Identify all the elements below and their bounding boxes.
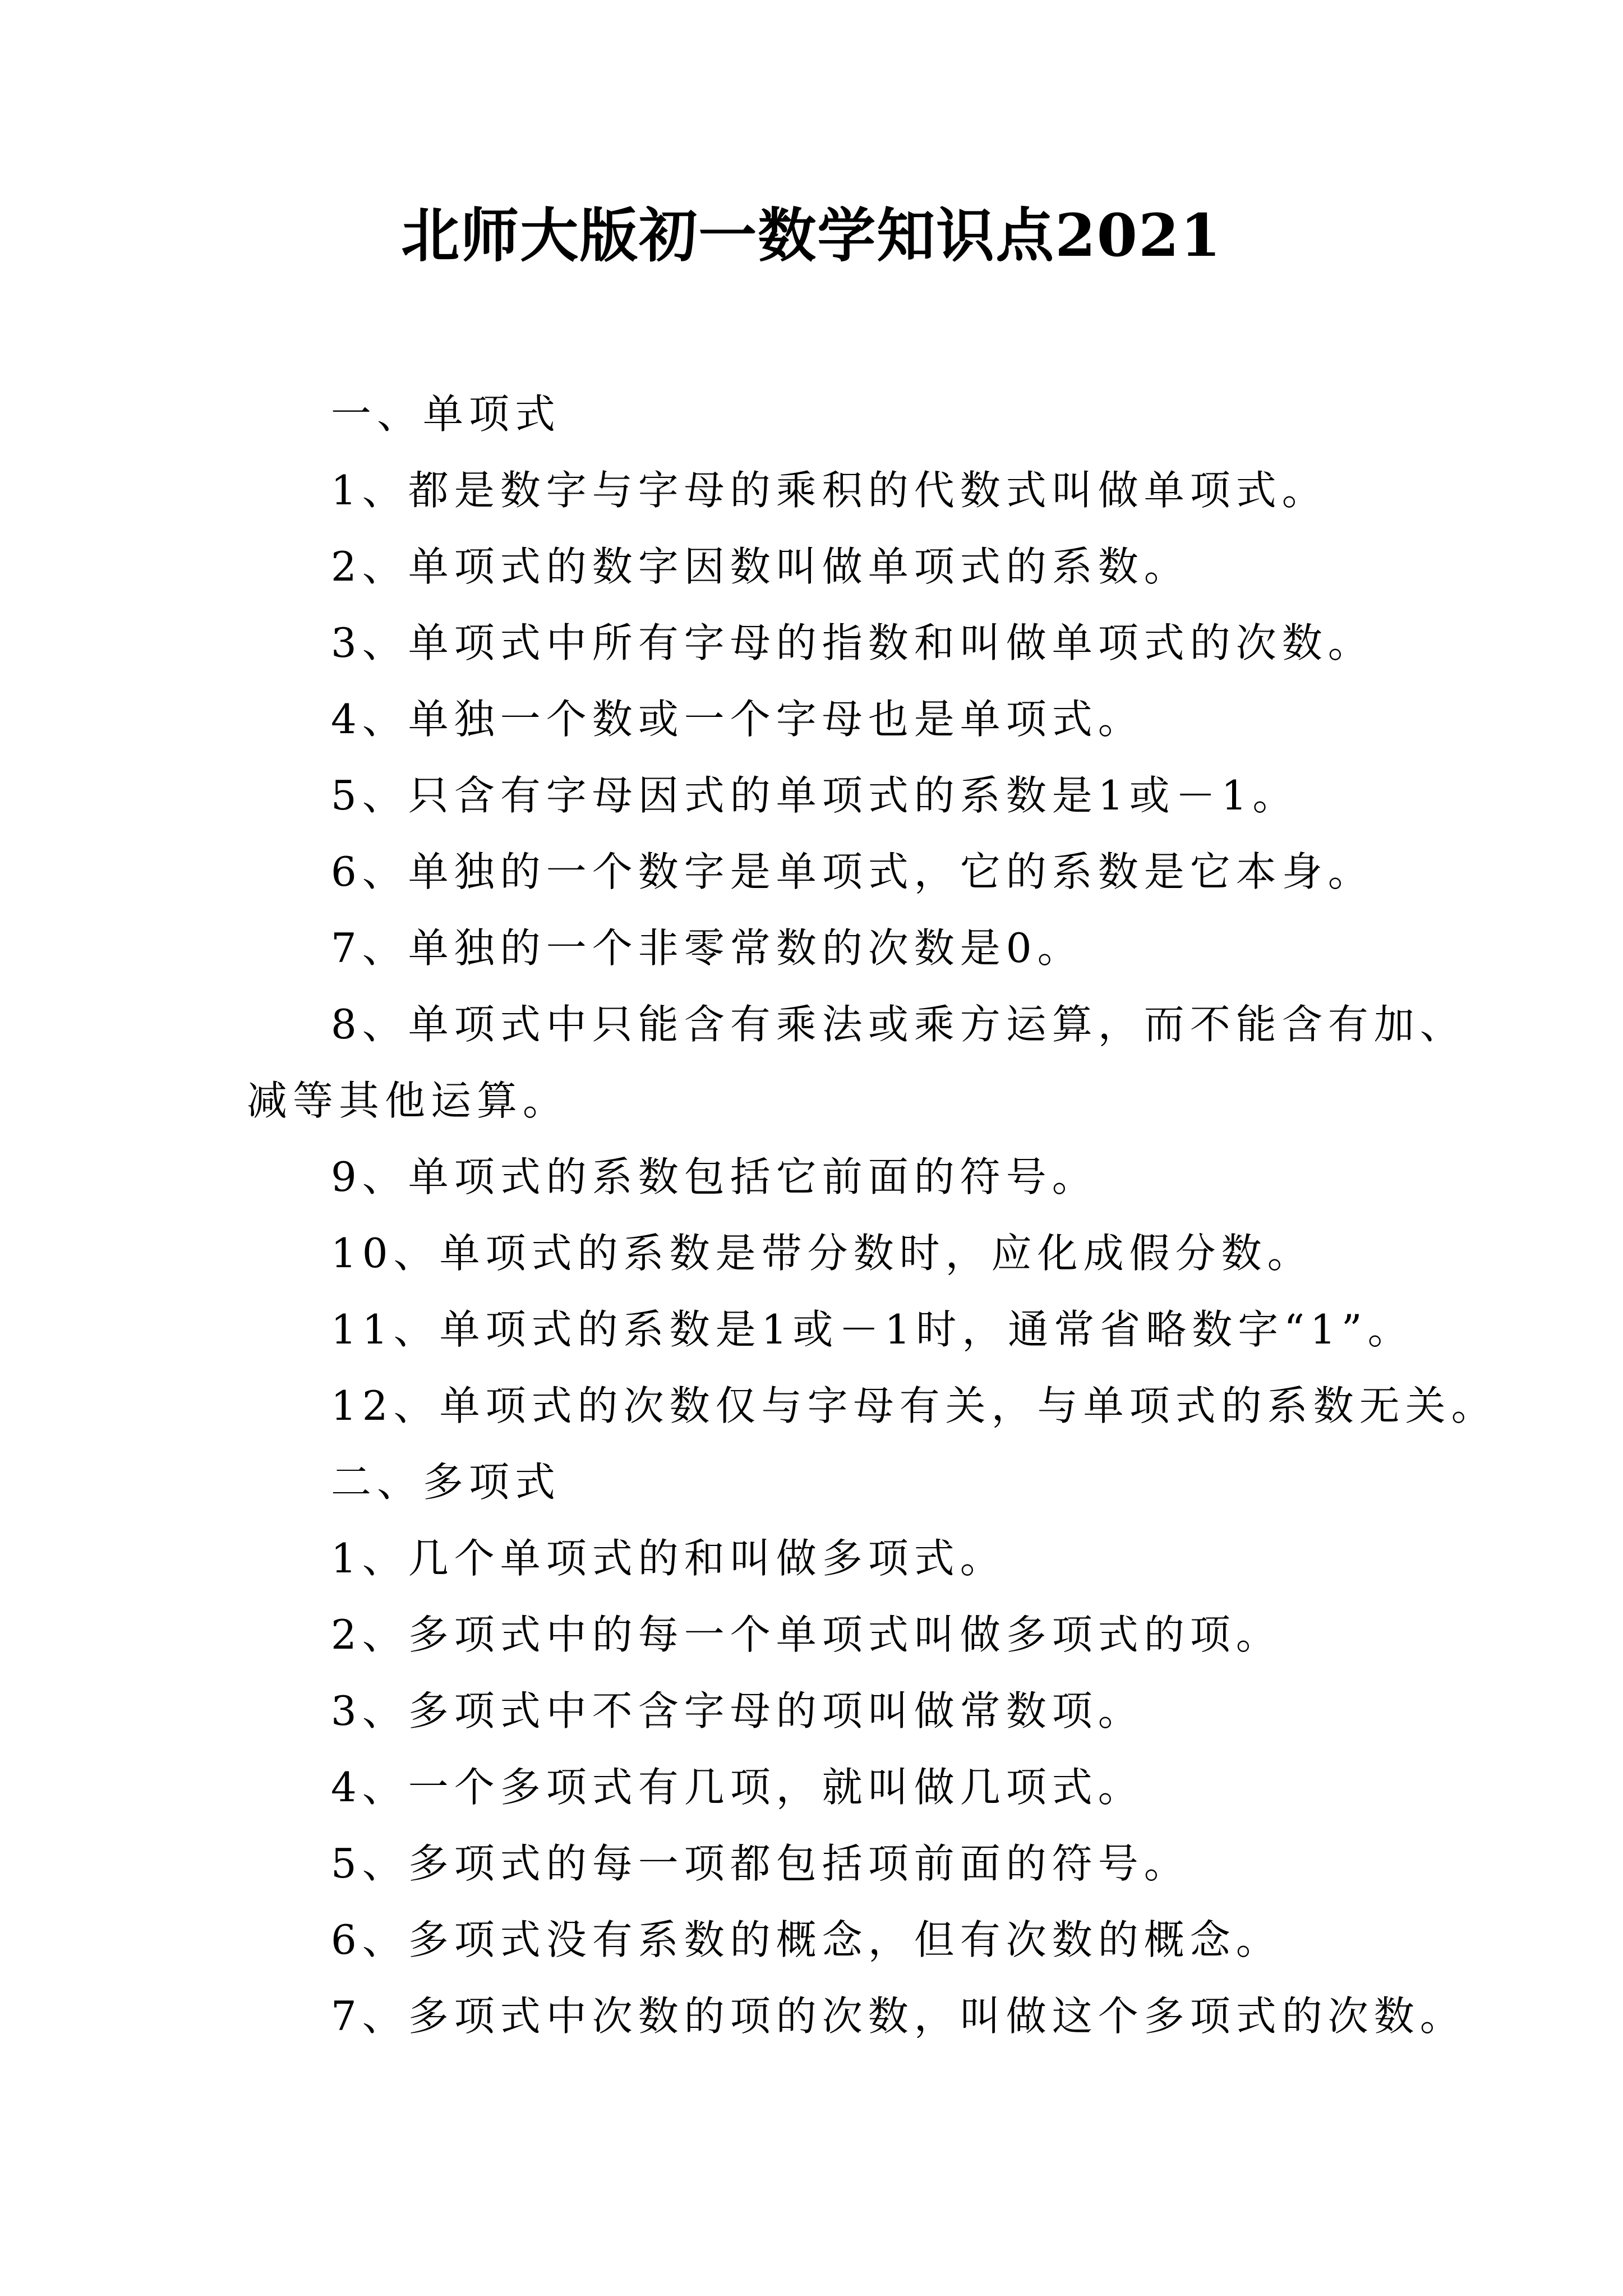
paragraph-line: 4、单独一个数或一个字母也是单项式。 [331,696,1144,743]
paragraph-line: 7、单独的一个非零常数的次数是0。 [331,924,1083,972]
paragraph-line: 二、多项式 [331,1458,561,1506]
paragraph-line: 1、都是数字与字母的乘积的代数式叫做单项式。 [331,467,1328,514]
paragraph-line: 11、单项式的系数是1或－1时，通常省略数字“1”。 [331,1306,1414,1353]
paragraph-line: 5、只含有字母因式的单项式的系数是1或－1。 [331,772,1299,819]
paragraph-line: 9、单项式的系数包括它前面的符号。 [331,1153,1098,1200]
document-title: 北师大版初一数学知识点2021 [401,201,1222,270]
document-body [247,376,1497,2054]
paragraph-line: 3、多项式中不含字母的项叫做常数项。 [331,1687,1144,1734]
paragraph-line: 1、几个单项式的和叫做多项式。 [331,1535,1006,1582]
paragraph-line: 12、单项式的次数仅与字母有关，与单项式的系数无关。 [331,1382,1497,1429]
paragraph-line: 6、多项式没有系数的概念，但有次数的概念。 [331,1916,1282,1963]
paragraph-line: 3、单项式中所有字母的指数和叫做单项式的次数。 [331,619,1374,666]
paragraph-line: 2、多项式中的每一个单项式叫做多项式的项。 [331,1611,1282,1658]
paragraph-line: 4、一个多项式有几项，就叫做几项式。 [331,1764,1144,1811]
paragraph-line: 2、单项式的数字因数叫做单项式的系数。 [331,543,1190,590]
paragraph-line: 6、单独的一个数字是单项式，它的系数是它本身。 [331,848,1374,895]
paragraph-line: 10、单项式的系数是带分数时，应化成假分数。 [331,1230,1313,1277]
paragraph-line: 5、多项式的每一项都包括项前面的符号。 [331,1840,1190,1887]
paragraph-line: 7、多项式中次数的项的次数，叫做这个多项式的次数。 [331,1993,1466,2040]
paragraph-line: 一、单项式 [331,390,561,438]
paragraph-line: 减等其他运算。 [247,1077,569,1124]
paragraph-line: 8、单项式中只能含有乘法或乘方运算，而不能含有加、 [331,1001,1466,1048]
